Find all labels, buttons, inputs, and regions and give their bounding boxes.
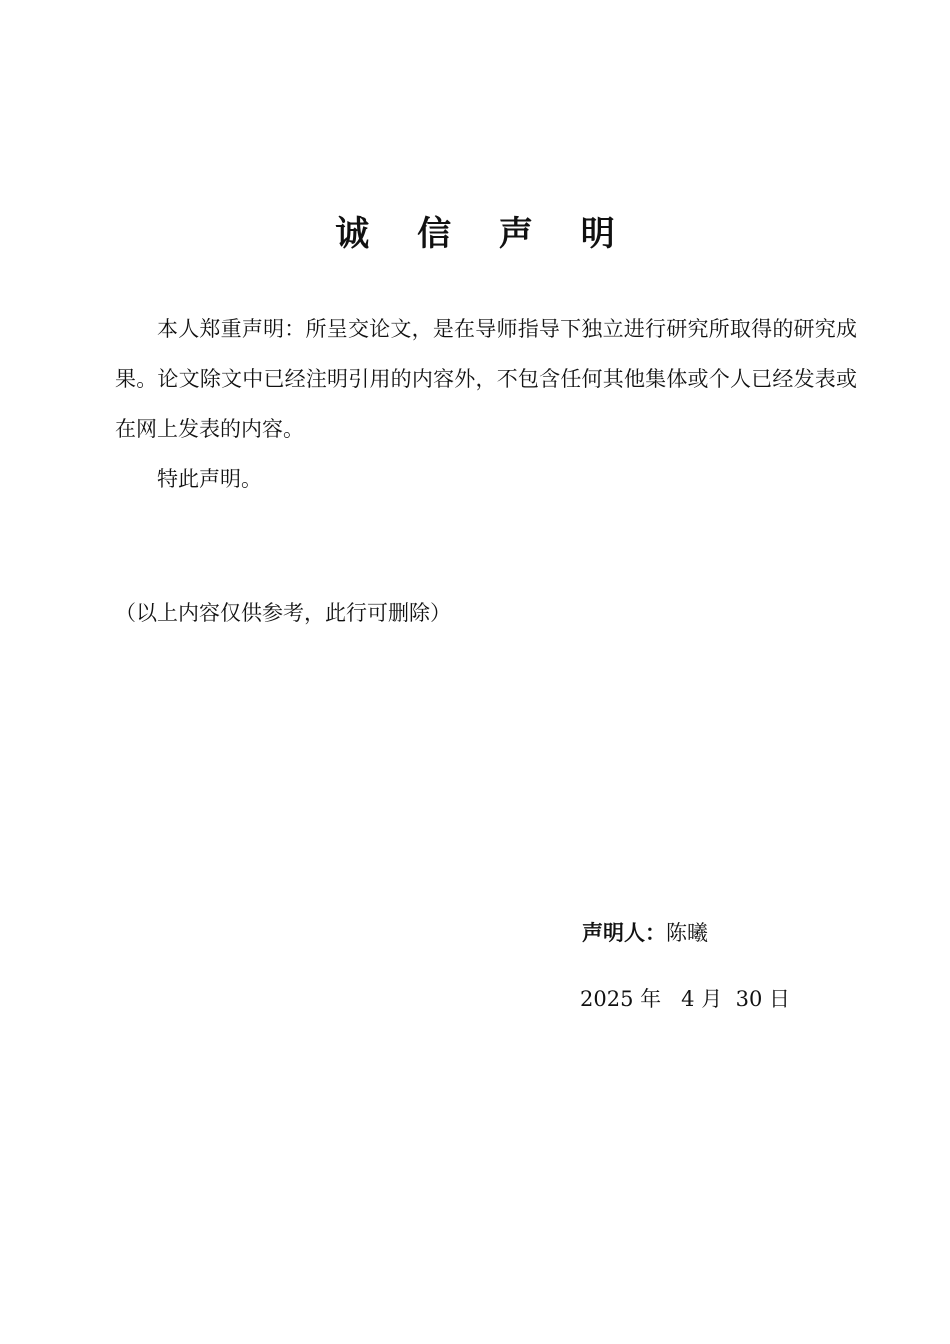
date-day: 30 xyxy=(735,987,763,1011)
date-year-unit: 年 xyxy=(640,987,662,1011)
date-month-unit: 月 xyxy=(701,987,723,1011)
reference-note: （以上内容仅供参考，此行可删除） xyxy=(115,601,451,625)
date-month: 4 xyxy=(681,987,695,1011)
signer-name: 陈曦 xyxy=(666,921,708,945)
signer-label: 声明人： xyxy=(582,921,666,945)
signature-date xyxy=(580,982,790,1016)
page-title: 诚 信 声 明 xyxy=(335,214,633,254)
date-year: 2025 xyxy=(580,987,634,1011)
declaration-body xyxy=(115,304,857,504)
declaration-paragraph: 本人郑重声明：所呈交论文，是在导师指导下独立进行研究所取得的研究成果。论文除文中已经注明引用的内容外，不包含任何其他集体或个人已经发表或在网上发表的内容。 xyxy=(115,317,857,441)
date-day-unit: 日 xyxy=(769,987,791,1011)
signer-line xyxy=(582,916,708,950)
declaration-closing: 特此声明。 xyxy=(157,467,262,491)
